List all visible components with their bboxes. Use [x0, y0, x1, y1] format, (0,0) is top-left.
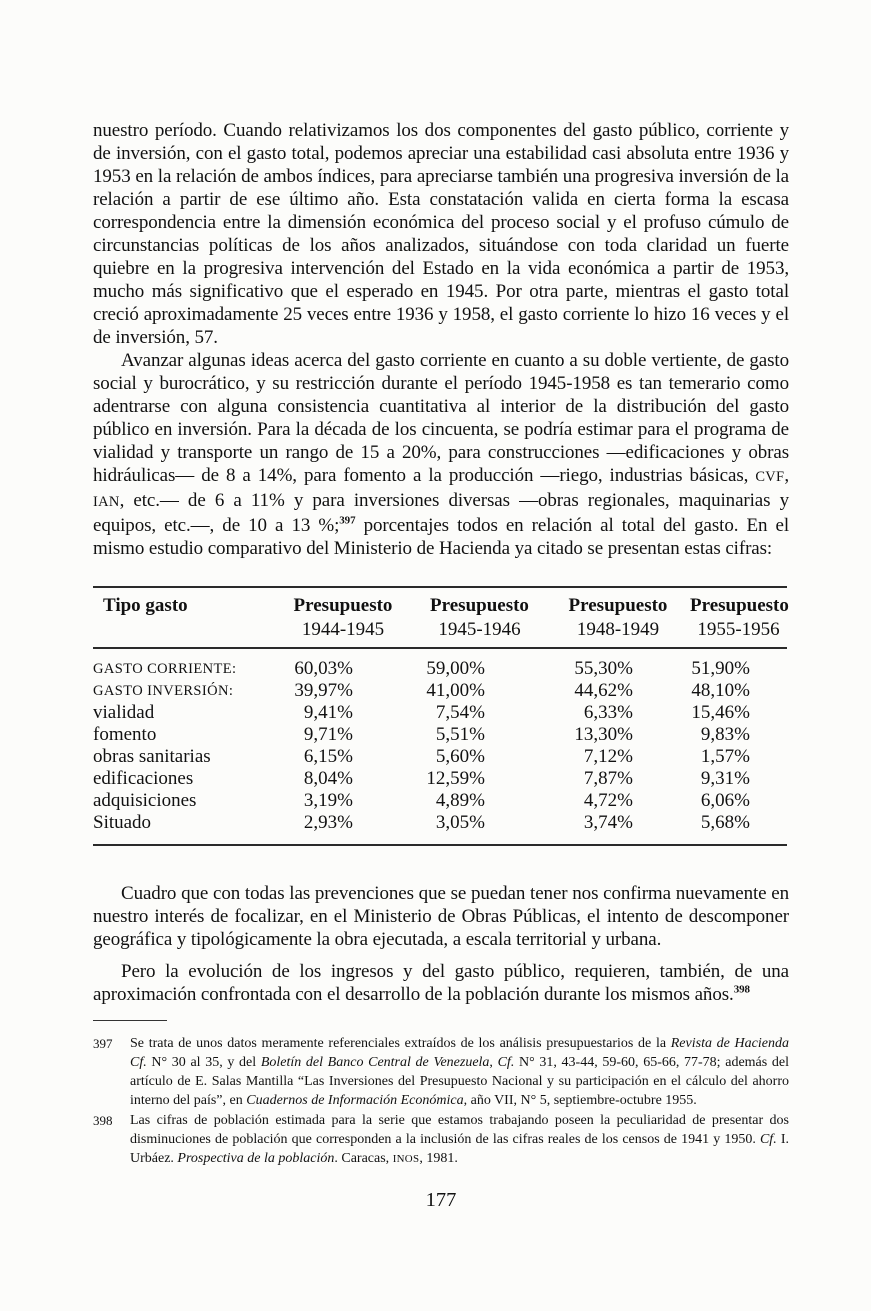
row-label: obras sanitarias	[93, 746, 211, 767]
footnote-398	[93, 1111, 789, 1169]
header-presupuesto: Presupuesto	[430, 595, 529, 616]
row-label: Situado	[93, 812, 152, 833]
cell-value: 9,71%	[303, 724, 353, 745]
cell-value: 13,30%	[574, 724, 633, 745]
table-row-edificaciones	[93, 768, 787, 790]
cell-value: 55,30%	[574, 658, 633, 679]
paragraph-2-text: , etc.— de 6 a 11% y para inversiones diversas —obras regionales, maquinarias y equipos, etc.—, de 10 a 13 %;	[93, 490, 789, 536]
table-row-vialidad	[93, 702, 787, 724]
paragraph-4	[93, 960, 789, 1006]
footnote-ref-398: 398	[733, 983, 750, 996]
column-header-1955-1956	[690, 587, 787, 648]
cited-title: Prospectiva de la población	[177, 1151, 335, 1166]
cell-value: 2,93%	[303, 812, 353, 833]
row-label: fomento	[93, 724, 157, 745]
header-years: 1948-1949	[576, 619, 660, 640]
table-row-gasto-inversion	[93, 680, 787, 702]
cell-value: 51,90%	[691, 658, 750, 679]
cell-value: 12,59%	[426, 768, 485, 789]
paragraph-3: Cuadro que con todas las prevenciones que se puedan tener nos confirma nuevamente en nuestro interés de focalizar, en el Ministerio de Obras Públicas, el intento de descomponer geográfica y tipológicamente la obra ejecutada, a escala territorial y urbana.	[93, 883, 789, 950]
cell-value: 7,87%	[583, 768, 633, 789]
cited-abbrev: Cf.	[497, 1055, 515, 1070]
acronym-ian: IAN	[93, 494, 120, 510]
cell-value: 4,89%	[435, 790, 485, 811]
cell-value: 9,41%	[303, 702, 353, 723]
table-row-adquisiciones	[93, 790, 787, 812]
cell-value: 6,06%	[700, 790, 750, 811]
row-label: vialidad	[93, 702, 155, 723]
cell-value: 5,60%	[435, 746, 485, 767]
header-presupuesto: Presupuesto	[568, 595, 668, 616]
header-years: 1945-1946	[438, 619, 521, 640]
footnote-ref-397: 397	[339, 514, 356, 527]
column-header-1944-1945	[273, 587, 413, 648]
footnote-text-run: Se trata de unos datos meramente referenciales extraídos de los análisis presupuestarios de la	[130, 1036, 671, 1051]
cell-value: 5,51%	[435, 724, 485, 745]
footnote-separator	[93, 1020, 167, 1021]
paragraph-2-text: ,	[784, 465, 789, 486]
cell-value: 3,05%	[435, 812, 485, 833]
footnote-text	[130, 1034, 789, 1110]
cell-value: 9,31%	[700, 768, 750, 789]
cell-value: 1,57%	[700, 746, 750, 767]
footnote-number: 398	[93, 1113, 113, 1128]
cell-value: 3,19%	[303, 790, 353, 811]
cell-value: 60,03%	[294, 658, 353, 679]
cited-title: Revista de Hacienda Cf.	[130, 1036, 789, 1070]
column-header-1948-1949	[546, 587, 690, 648]
budget-table	[93, 586, 787, 846]
cell-value: 3,74%	[583, 812, 633, 833]
footnote-text-run: Las cifras de población estimada para la serie que estamos trabajando poseen la peculiaridad de presentar dos disminuciones de población que corresponden a la inclusión de las cifras reales de los censos de 1941 y 1950.	[130, 1113, 789, 1147]
cell-value: 15,46%	[691, 702, 750, 723]
footnote-text	[130, 1111, 789, 1169]
acronym-cvf: CVF	[755, 469, 785, 485]
header-years: 1955-1956	[697, 619, 780, 640]
paragraph-1: nuestro período. Cuando relativizamos los dos componentes del gasto público, corriente y de inversión, con el gasto total, podemos apreciar una estabilidad casi absoluta entre 1936 y 1953 en la relación de ambos índices, para apreciarse también una progresiva inversión de la relación a partir de ese último año. Esta constatación valida en cierta forma la escasa correspondencia entre la dimensión económica del proceso social y el profuso cúmulo de circunstancias políticas de los años analizados, situándose con toda claridad un fuerte quiebre en la progresiva intervención del Estado en la vida económica a partir de 1953, mucho más significativo que el esperado en 1945. Por otra parte, mientras el gasto total creció aproximadamente 25 veces entre 1936 y 1958, el gasto corriente lo hizo 16 veces y el de inversión, 57.	[93, 120, 789, 348]
header-presupuesto: Presupuesto	[293, 595, 393, 616]
cell-value: 48,10%	[691, 680, 750, 701]
paragraph-2-text: Avanzar algunas ideas acerca del gasto corriente en cuanto a su doble vertiente, de gasto social y burocrático, y su restricción durante el período 1945-1958 es tan temerario como adentrarse con alguna consistencia cuantitativa al interior de la distribución del gasto público en inversión. Para la década de los cincuenta, se podría estimar para el programa de vialidad y transporte un rango de 15 a 20%, para construcciones —edificaciones y obras hidráulicas— de 8 a 14%, para fomento a la producción —riego, industrias básicas,	[93, 350, 789, 486]
footnote-number: 397	[93, 1036, 113, 1051]
row-label: adquisiciones	[93, 790, 197, 811]
cell-value: 44,62%	[574, 680, 633, 701]
row-label: edificaciones	[93, 768, 194, 789]
cell-value: 7,12%	[583, 746, 633, 767]
cited-abbrev: Cf.	[759, 1132, 777, 1147]
row-label: GASTO INVERSIÓN:	[93, 683, 234, 699]
column-header-1945-1946	[413, 587, 546, 648]
page-number: 177	[425, 1189, 457, 1211]
cell-value: 39,97%	[294, 680, 353, 701]
cell-value: 6,15%	[303, 746, 353, 767]
cell-value: 9,83%	[700, 724, 750, 745]
acronym-inos: INOS	[392, 1153, 420, 1165]
table-row-obras-sanitarias	[93, 746, 787, 768]
table-header-row	[93, 587, 787, 648]
paragraph-2	[93, 349, 789, 560]
footnote-text-run: . Caracas,	[334, 1151, 393, 1166]
footnote-text-run: N° 30 al 35, y del	[146, 1055, 261, 1070]
cell-value: 4,72%	[583, 790, 633, 811]
header-years: 1944-1945	[301, 619, 385, 640]
cited-title: Boletín del Banco Central de Venezuela	[260, 1055, 490, 1070]
table-row-situado	[93, 812, 787, 845]
footnote-text-run: N° 31, 43-44, 59-60, 65-66, 77-78; además del artículo de E. Salas Mantilla “Las Inversiones del Presupuesto Nacional y su participación en el cálculo del ahorro interno del país”, en	[130, 1055, 789, 1108]
column-header-tipo-gasto: Tipo gasto	[93, 587, 273, 648]
row-label: GASTO CORRIENTE:	[93, 661, 237, 677]
footnote-text-run: ,	[489, 1055, 498, 1070]
table-row-gasto-corriente	[93, 648, 787, 680]
cell-value: 8,04%	[303, 768, 353, 789]
cell-value: 5,68%	[700, 812, 750, 833]
cited-title: Cuadernos de Información Económica	[246, 1093, 464, 1108]
footnote-text-run: I. Urbáez.	[130, 1132, 789, 1166]
footnote-text-run: , año VII, N° 5, septiembre-octubre 1955.	[463, 1093, 697, 1108]
header-presupuesto: Presupuesto	[690, 595, 789, 616]
paragraph-4-text: Pero la evolución de los ingresos y del gasto público, requieren, también, de una aproximación confrontada con el desarrollo de la población durante los mismos años.	[93, 961, 789, 1005]
text-block	[93, 119, 789, 1212]
cell-value: 59,00%	[426, 658, 485, 679]
table-row-fomento	[93, 724, 787, 746]
footnote-397	[93, 1034, 789, 1110]
footnote-text-run: , 1981.	[419, 1151, 458, 1166]
cell-value: 7,54%	[435, 702, 485, 723]
cell-value: 41,00%	[426, 680, 485, 701]
cell-value: 6,33%	[583, 702, 633, 723]
paragraph-2-text: porcentajes todos en relación al total del gasto. En el mismo estudio comparativo del Ministerio de Hacienda ya citado se presentan estas cifras:	[93, 515, 790, 559]
